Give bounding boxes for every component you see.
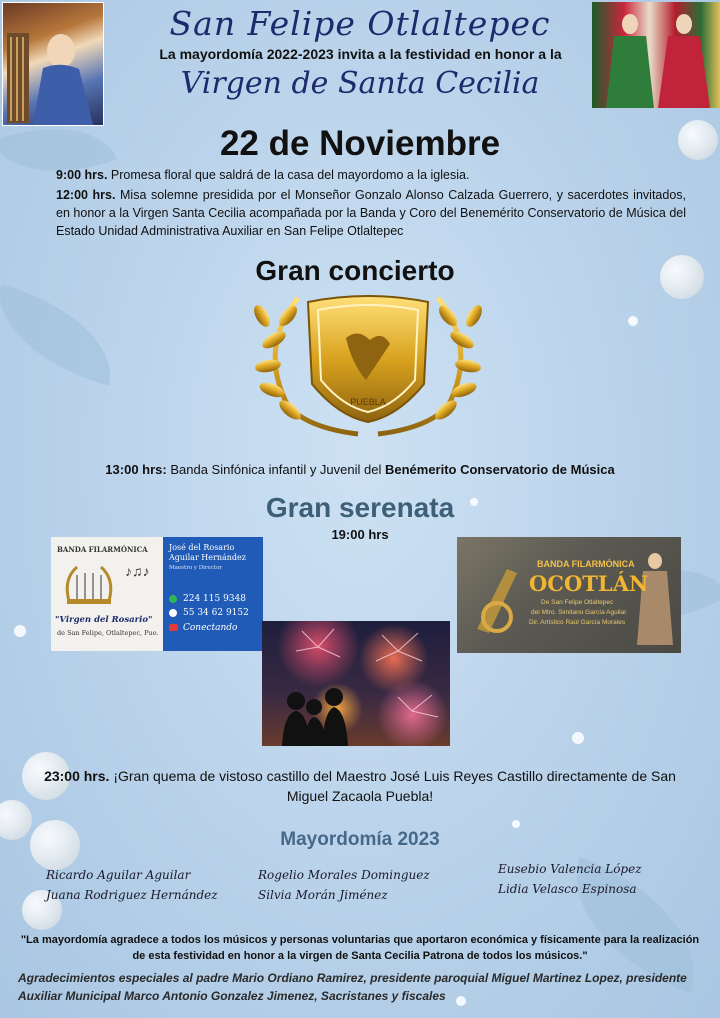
- director-name: José del Rosario Aguilar Hernández: [169, 543, 246, 562]
- schedule-time: 9:00 hrs.: [56, 168, 108, 182]
- band-card-virgen-del-rosario: [51, 537, 263, 651]
- mayordomo-name: Silvia Morán Jiménez: [258, 888, 388, 902]
- phone-number-1: 224 115 9348: [183, 594, 246, 604]
- serenata-heading: Gran serenata: [265, 492, 455, 523]
- decorative-dot: [512, 820, 520, 828]
- schedule-time: 13:00 hrs:: [105, 462, 167, 477]
- mayordomia-heading: Mayordomía 2023: [280, 829, 440, 850]
- schedule-text: Promesa floral que saldrá de la casa del mayordomo a la iglesia.: [107, 168, 470, 182]
- fireworks-photo: [262, 621, 450, 746]
- mayordomo-name: Rogelio Morales Dominguez: [258, 868, 430, 882]
- instruments-icon: [467, 559, 537, 639]
- decorative-leaf: [0, 284, 127, 385]
- band-name: OCOTLÁN: [529, 571, 649, 596]
- invitation-line: La mayordomía 2022-2023 invita a la festividad en honor a la: [159, 46, 562, 62]
- director-role: Maestro y Director: [169, 565, 223, 571]
- serenata-time: 19:00 hrs: [331, 527, 389, 542]
- schedule-text: Banda Sinfónica infantil y Juvenil del: [166, 462, 385, 477]
- schedule-item-0900: [56, 166, 686, 184]
- crest-text: PUEBLA: [350, 397, 386, 407]
- band-card-contact-area: [163, 537, 263, 651]
- town-title: San Felipe Otlaltepec: [169, 4, 551, 43]
- schedule-item-1300: [20, 462, 700, 477]
- band-heading: BANDA FILARMÓNICA: [537, 559, 635, 569]
- conservatory-crest: [248, 288, 488, 438]
- decorative-dot: [628, 316, 638, 326]
- schedule-time: 12:00 hrs.: [56, 188, 116, 202]
- schedule-time: 23:00 hrs.: [44, 768, 110, 784]
- band-place: de San Felipe, Otlaltepec, Pue.: [57, 629, 159, 637]
- music-notes-icon: ♪♫♪: [125, 563, 150, 579]
- band-line-2: del Mtro. Simitano García Aguilar: [531, 609, 627, 616]
- decorative-orb: [678, 120, 718, 160]
- virgin-title: Virgen de Santa Cecilia: [180, 66, 540, 101]
- santa-cecilia-painting: [2, 2, 104, 126]
- schedule-item-1200: [56, 186, 686, 240]
- social-handle: Conectando: [183, 623, 238, 633]
- band-line-3: Dir. Artístico Raúl García Morales: [529, 619, 626, 626]
- silhouettes-icon: [262, 621, 450, 746]
- decorative-orb: [0, 800, 32, 840]
- youtube-icon: [169, 624, 178, 631]
- virgin-figure-icon: [635, 549, 675, 645]
- thanks-quote: "La mayordomía agradece a todos los músicos y personas voluntarias que aportaron económica y físicamente para la realización de esta festividad en honor a la virgen de Santa Cecilia Patrona de todos los músicos.": [20, 934, 700, 962]
- band-heading: BANDA FILARMÓNICA: [57, 545, 148, 554]
- decorative-orb: [30, 820, 80, 870]
- whatsapp-icon: [169, 595, 177, 603]
- mayordomo-name: Ricardo Aguilar Aguilar: [46, 868, 191, 882]
- schedule-text: ¡Gran quema de vistoso castillo del Maestro José Luis Reyes Castillo directamente de San Miguel Zacaola Puebla!: [109, 768, 676, 804]
- band-card-logo-area: [51, 537, 163, 651]
- mayordomo-name: Lidia Velasco Espinosa: [498, 882, 637, 896]
- decorative-dot: [14, 625, 26, 637]
- band-line-1: De San Felipe Otlaltepec: [541, 599, 614, 606]
- schedule-bold-text: Benémerito Conservatorio de Música: [384, 462, 615, 477]
- mayordomo-name: Eusebio Valencia López: [498, 862, 642, 876]
- decorative-orb: [660, 255, 704, 299]
- lyre-icon: [59, 561, 119, 607]
- decorative-dot: [572, 732, 584, 744]
- painting-figure-icon: [3, 3, 103, 125]
- special-thanks: Agradecimientos especiales al padre Mario Ordiano Ramirez, presidente paroquial Miguel Martinez Lopez, presidente Auxiliar Municipal Marco Antonio Gonzalez Jimenez, Sacristanes y fiscales: [18, 971, 687, 1003]
- band-card-ocotlan: [457, 537, 681, 653]
- event-date: 22 de Noviembre: [219, 124, 501, 163]
- mayordomo-name: Juana Rodriguez Hernández: [46, 888, 218, 902]
- schedule-text: Misa solemne presidida por el Monseñor Gonzalo Alonso Calzada Guerrero, y sacerdotes invitados, en honor a la Virgen Santa Cecilia acompañada por la Banda y Coro del Benemérito Conservatorio de Música del Estado Unidad Administrativa Auxiliar en San Felipe Otlaltepec: [56, 188, 686, 238]
- schedule-item-2300: [40, 766, 680, 806]
- phone-icon: [169, 609, 177, 617]
- laurel-shield-icon: [248, 288, 488, 438]
- band-name: "Virgen del Rosario": [55, 615, 153, 625]
- phone-number-2: 55 34 62 9152: [183, 608, 249, 618]
- concert-heading: Gran concierto: [255, 255, 455, 286]
